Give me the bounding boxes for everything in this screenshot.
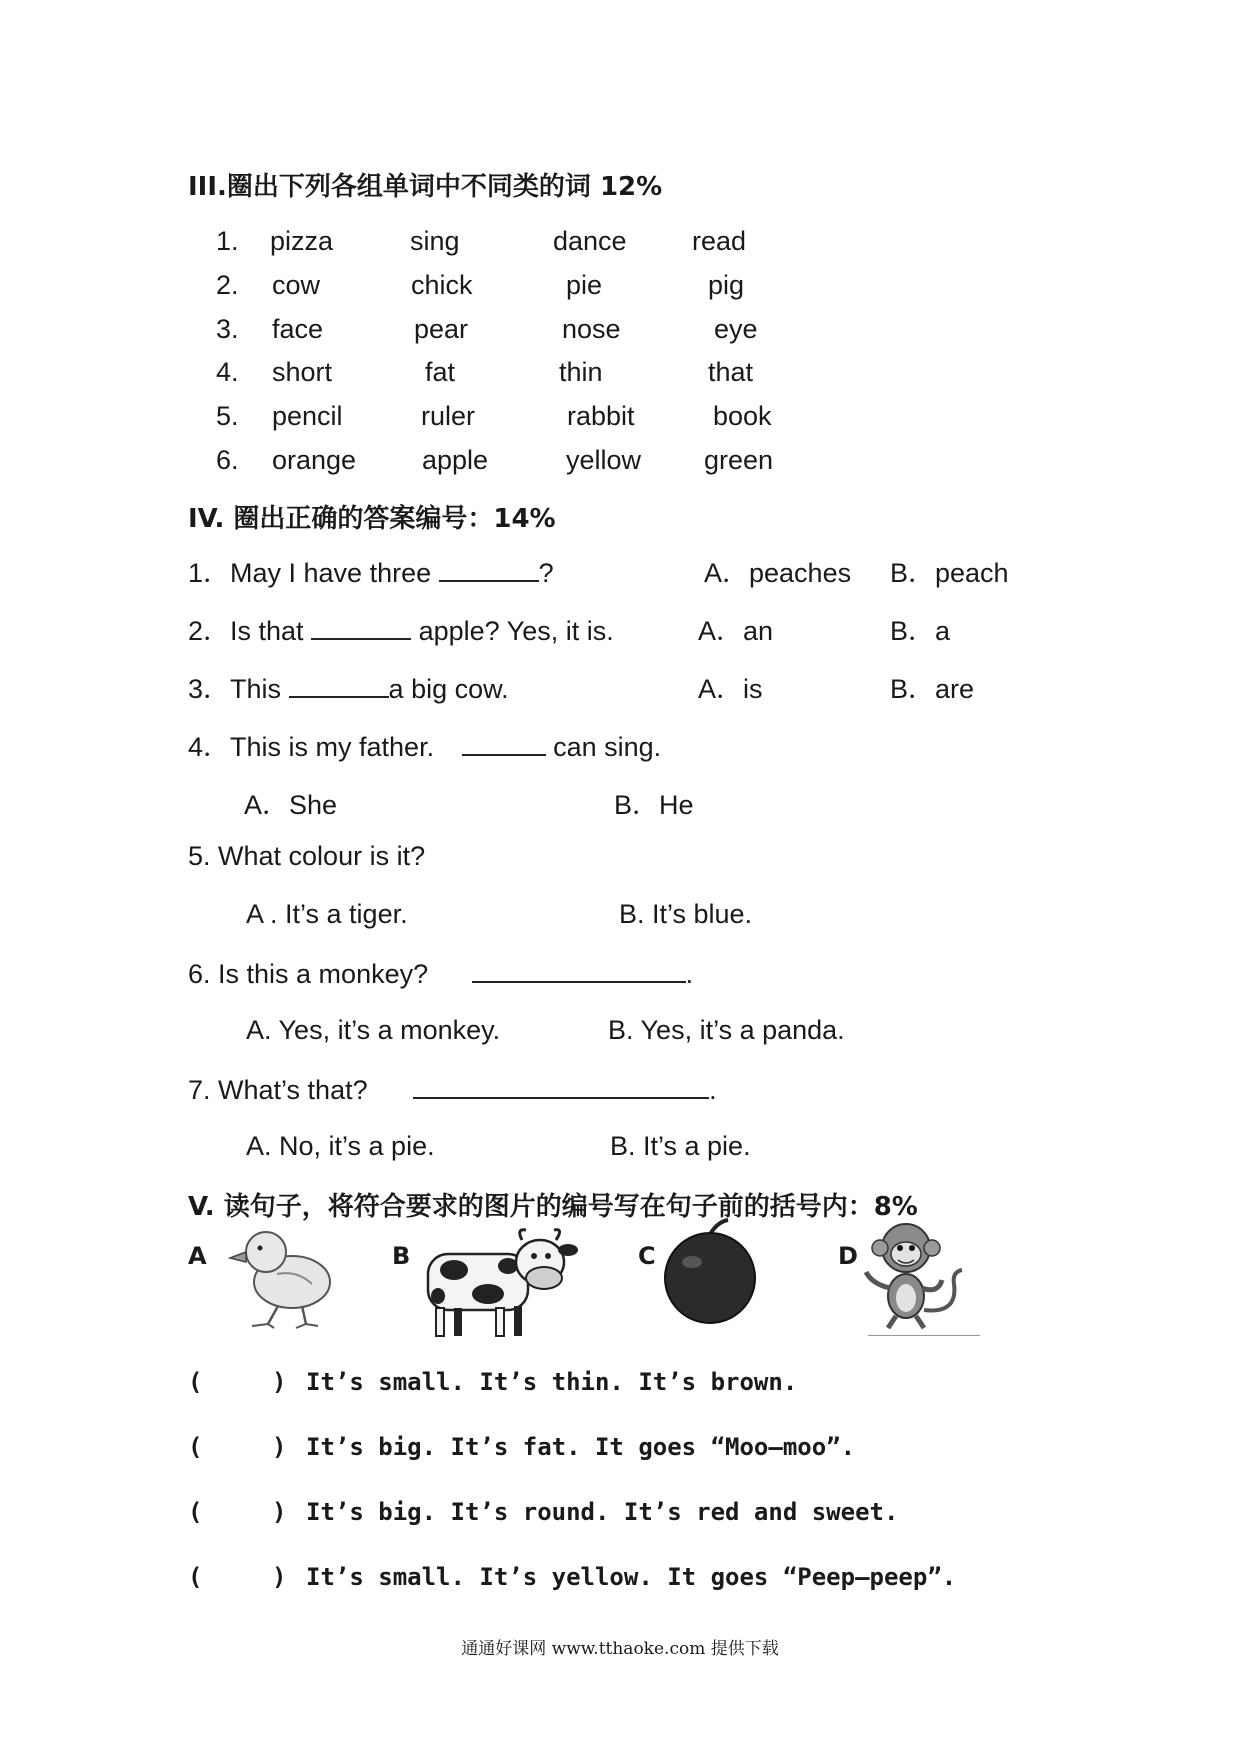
- close-paren: ): [272, 1433, 287, 1461]
- section-3-title: III.圈出下列各组单词中不同类的词 12%: [188, 172, 663, 202]
- question-text: 6. Is this a monkey?: [188, 959, 429, 989]
- sentence-4: It’s small. It’s yellow. It goes “Peep—peep”.: [306, 1563, 957, 1591]
- chick-icon: [222, 1222, 340, 1330]
- picture-label-b: B: [392, 1242, 411, 1270]
- section-5-title: V. 读句子，将符合要求的图片的编号写在句子前的括号内：8%: [188, 1192, 918, 1222]
- word-option: fat: [425, 357, 456, 387]
- open-paren: (: [188, 1433, 203, 1461]
- word-option: pie: [566, 270, 603, 300]
- answer-blank[interactable]: [462, 730, 546, 756]
- question-7: [188, 1073, 717, 1106]
- open-paren: (: [188, 1563, 203, 1591]
- picture-label-d: D: [838, 1242, 858, 1270]
- option-b: B．a: [890, 616, 951, 646]
- option-b: B. It’s a pie.: [610, 1131, 751, 1161]
- word-option: pear: [414, 314, 469, 344]
- question-text: 4．This is my father.: [188, 732, 435, 762]
- section-4-title: IV. 圈出正确的答案编号：14%: [188, 504, 556, 534]
- question-4: [188, 725, 661, 764]
- question-text: ?: [538, 558, 554, 588]
- open-paren: (: [188, 1498, 203, 1526]
- apple-icon: [658, 1214, 762, 1326]
- question-text: 1．May I have three: [188, 558, 432, 588]
- answer-bracket-3[interactable]: [206, 1498, 262, 1528]
- picture-label-a: A: [188, 1242, 207, 1270]
- word-option: nose: [562, 314, 621, 344]
- word-option: orange: [272, 445, 357, 475]
- option-b: B. It’s blue.: [619, 899, 753, 929]
- row-number: 6.: [216, 445, 239, 475]
- word-option: rabbit: [567, 401, 635, 431]
- option-b: B．peach: [890, 558, 1009, 588]
- footer-text: 通通好课网 www.tthaoke.com 提供下载: [461, 1639, 779, 1659]
- word-option: dance: [553, 226, 627, 256]
- word-option: apple: [422, 445, 489, 475]
- answer-blank[interactable]: [472, 957, 686, 983]
- option-b: B．He: [614, 790, 694, 820]
- option-a: A．She: [244, 790, 338, 820]
- question-2: [188, 609, 614, 648]
- word-option: face: [272, 314, 324, 344]
- question-text: 2．Is that: [188, 616, 304, 646]
- sentence-2: It’s big. It’s fat. It goes “Moo—moo”.: [306, 1433, 856, 1461]
- question-5: 5. What colour is it?: [188, 841, 426, 871]
- question-text: apple? Yes, it is.: [418, 616, 614, 646]
- cow-icon: [418, 1224, 580, 1342]
- option-a: A．an: [698, 616, 774, 646]
- picture-underline: [868, 1335, 980, 1336]
- row-number: 3.: [216, 314, 239, 344]
- option-a: A．peaches: [704, 558, 852, 588]
- answer-bracket-1[interactable]: [206, 1368, 262, 1398]
- question-text: a big cow.: [388, 674, 509, 704]
- row-number: 5.: [216, 401, 239, 431]
- option-b: B. Yes, it’s a panda.: [608, 1015, 845, 1045]
- sentence-3: It’s big. It’s round. It’s red and sweet.: [306, 1498, 899, 1526]
- question-6: [188, 957, 693, 990]
- word-option: short: [272, 357, 333, 387]
- answer-blank[interactable]: [413, 1073, 709, 1099]
- row-number: 2.: [216, 270, 239, 300]
- row-number: 4.: [216, 357, 239, 387]
- word-option: sing: [410, 226, 460, 256]
- monkey-icon: [858, 1218, 976, 1334]
- question-3: [188, 667, 509, 706]
- answer-bracket-4[interactable]: [206, 1563, 262, 1593]
- answer-blank[interactable]: [289, 672, 389, 698]
- sentence-1: It’s small. It’s thin. It’s brown.: [306, 1368, 798, 1396]
- answer-blank[interactable]: [439, 556, 539, 582]
- question-1: [188, 551, 554, 590]
- question-text: 7. What’s that?: [188, 1075, 368, 1105]
- row-number: 1.: [216, 226, 239, 256]
- question-text: .: [685, 959, 694, 989]
- answer-blank[interactable]: [311, 614, 411, 640]
- question-text: .: [709, 1075, 717, 1105]
- word-option: pig: [708, 270, 745, 300]
- open-paren: (: [188, 1368, 203, 1396]
- word-option: ruler: [421, 401, 476, 431]
- word-option: read: [692, 226, 747, 256]
- word-option: that: [708, 357, 754, 387]
- word-option: pizza: [270, 226, 334, 256]
- close-paren: ): [272, 1563, 287, 1591]
- close-paren: ): [272, 1368, 287, 1396]
- option-a: A．is: [698, 674, 763, 704]
- question-text: 3．This: [188, 674, 282, 704]
- option-a: A . It’s a tiger.: [246, 899, 408, 929]
- word-option: pencil: [272, 401, 343, 431]
- word-option: chick: [411, 270, 473, 300]
- question-text: can sing.: [553, 732, 662, 762]
- option-a: A. No, it’s a pie.: [246, 1131, 435, 1161]
- picture-label-c: C: [638, 1242, 656, 1270]
- word-option: yellow: [566, 445, 642, 475]
- word-option: eye: [714, 314, 758, 344]
- word-option: thin: [559, 357, 603, 387]
- option-a: A. Yes, it’s a monkey.: [246, 1015, 501, 1045]
- word-option: book: [713, 401, 772, 431]
- close-paren: ): [272, 1498, 287, 1526]
- word-option: green: [704, 445, 774, 475]
- answer-bracket-2[interactable]: [206, 1433, 262, 1463]
- word-option: cow: [272, 270, 321, 300]
- option-b: B．are: [890, 674, 975, 704]
